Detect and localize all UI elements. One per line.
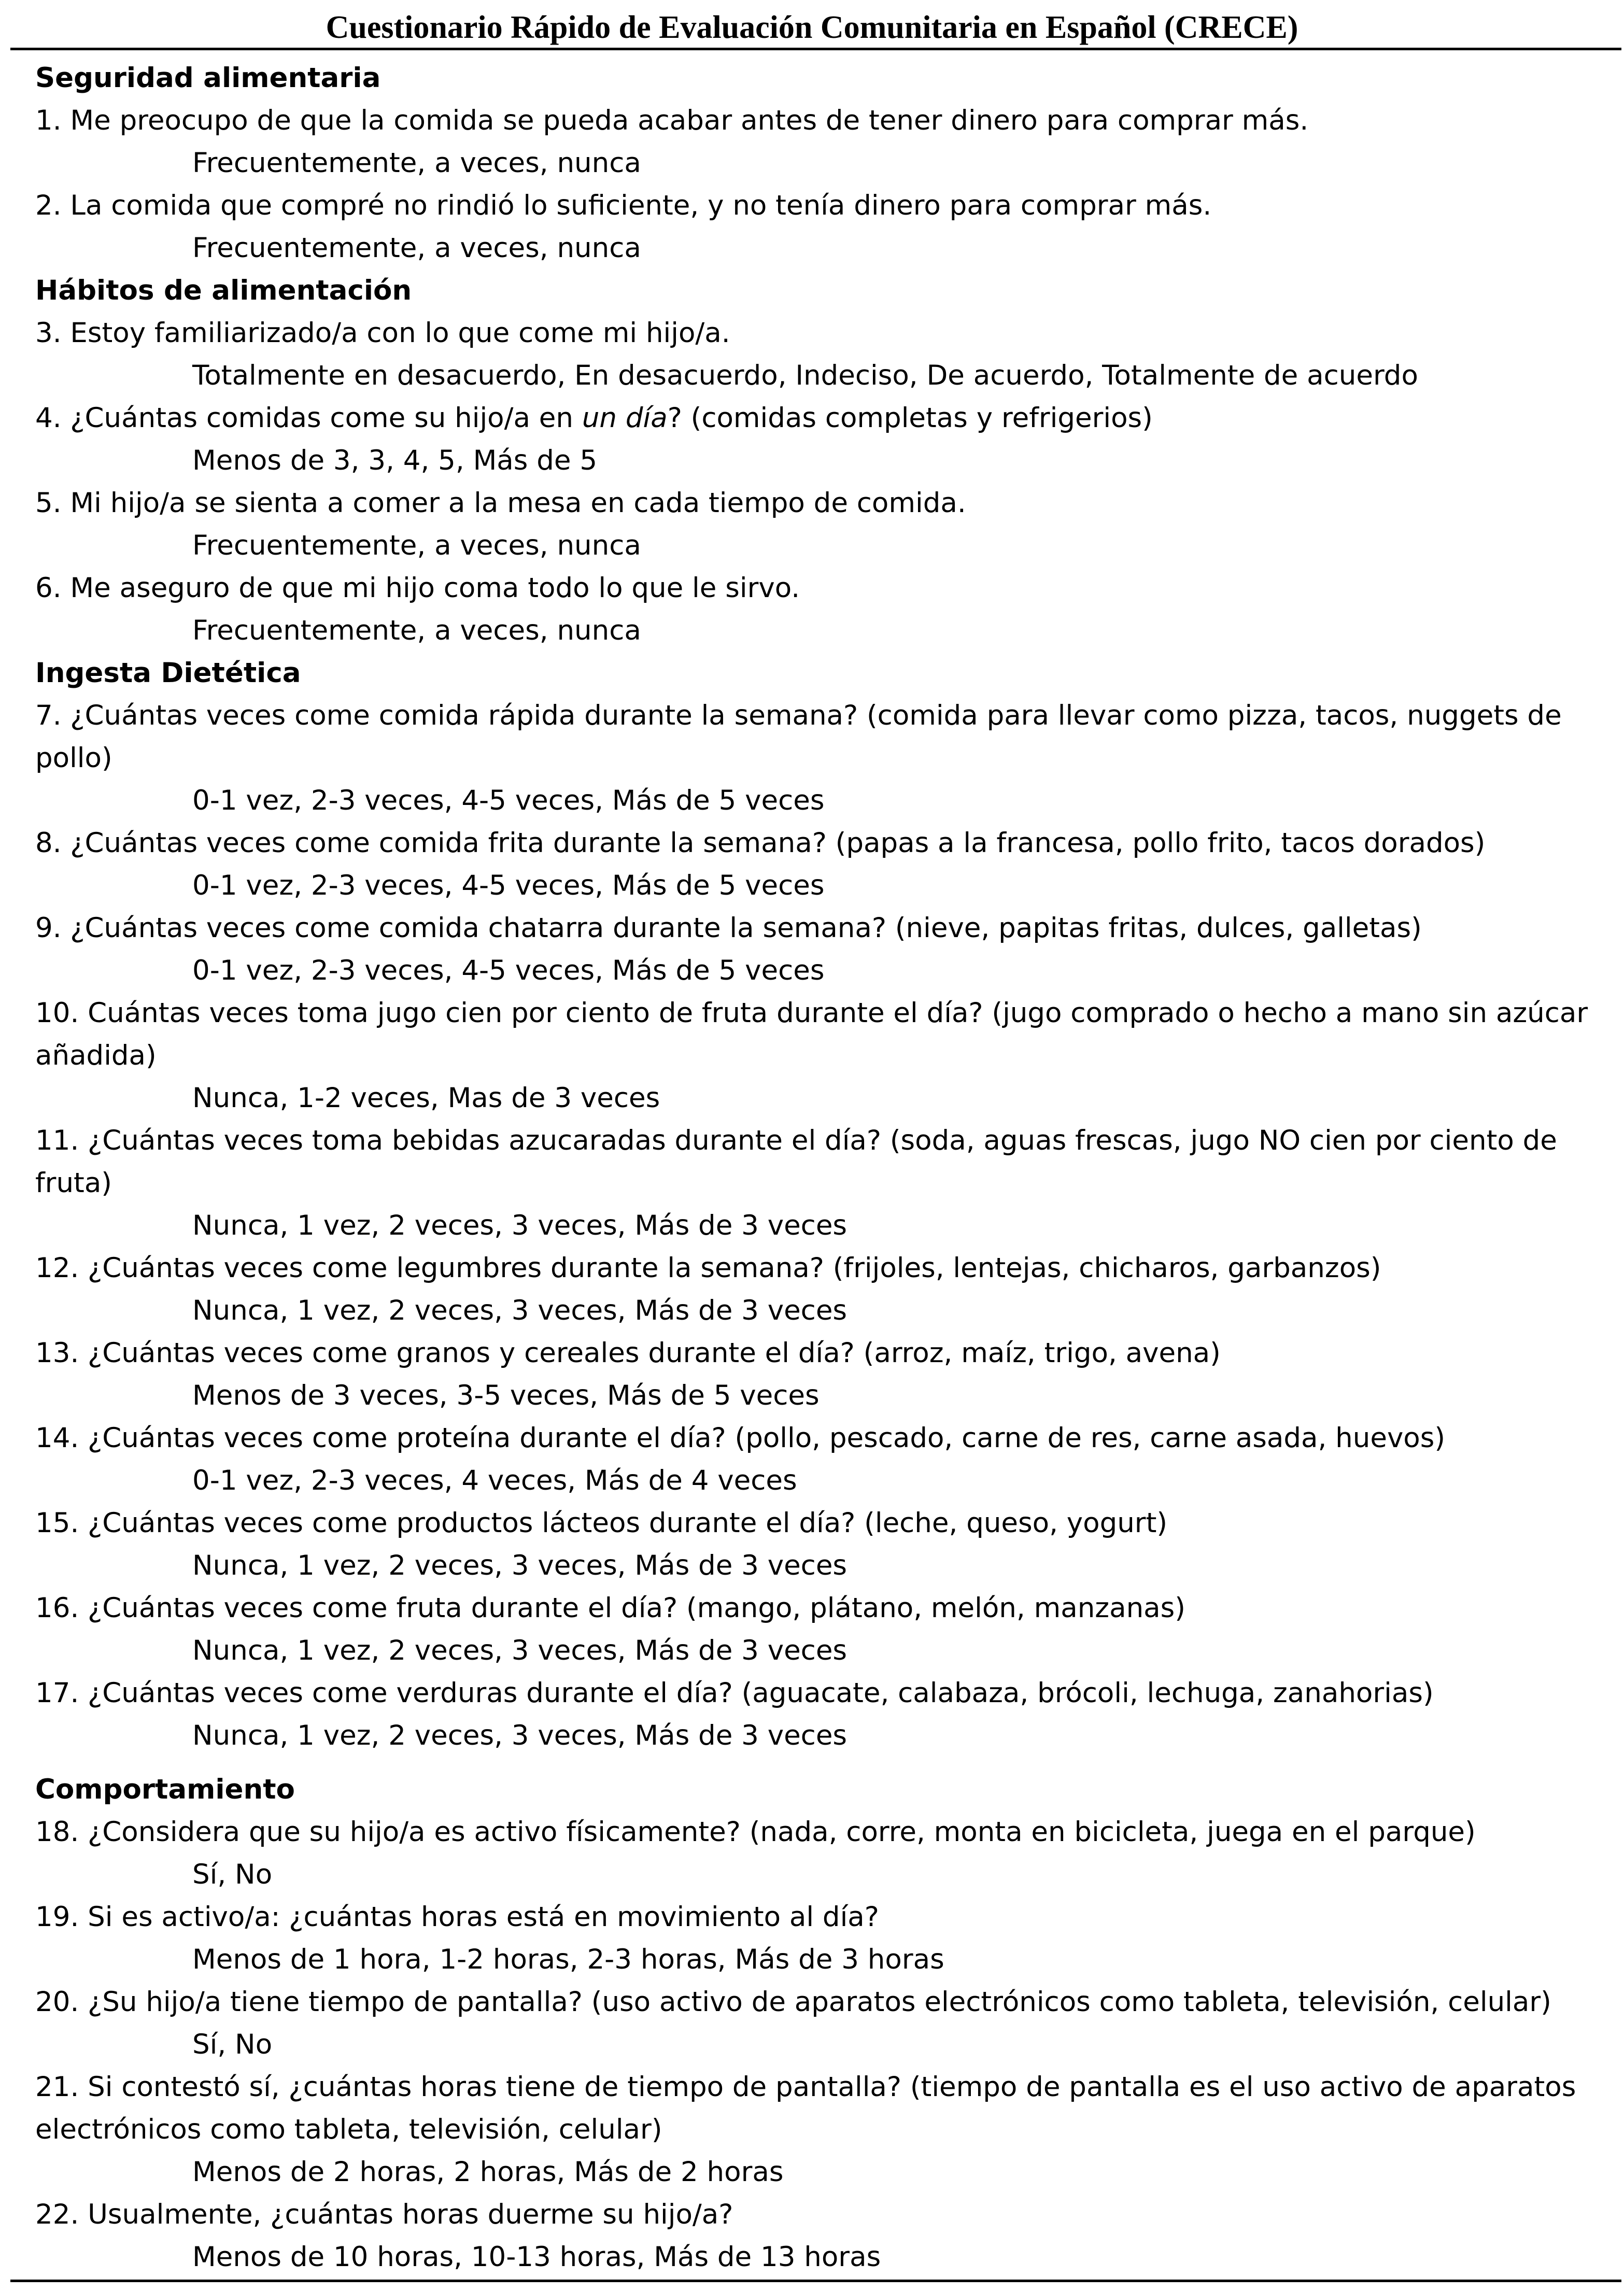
question-9-options: 0-1 vez, 2-3 veces, 4-5 veces, Más de 5 veces <box>192 955 825 986</box>
question-4-text-before: 4. ¿Cuántas comidas come su hijo/a en <box>35 402 582 434</box>
question-5-options: Frecuentemente, a veces, nunca <box>192 530 641 561</box>
question-16-options: Nunca, 1 vez, 2 veces, 3 veces, Más de 3 veces <box>192 1635 848 1666</box>
bottom-rule <box>10 2280 1621 2282</box>
questionnaire-body <box>35 57 1601 2279</box>
question-7: 7. ¿Cuántas veces come comida rápida durante la semana? (comida para llevar como pizza, tacos, nuggets de pollo) <box>35 700 1562 774</box>
question-18-options: Sí, No <box>192 1859 273 1890</box>
section-heading-eating-habits: Hábitos de alimentación <box>35 275 412 306</box>
section-heading-behavior: Comportamiento <box>35 1774 295 1805</box>
document-title: Cuestionario Rápido de Evaluación Comunitaria en Español (CRECE) <box>326 10 1298 45</box>
question-1-options: Frecuentemente, a veces, nunca <box>192 147 641 179</box>
question-6-options: Frecuentemente, a veces, nunca <box>192 615 641 646</box>
question-15-options: Nunca, 1 vez, 2 veces, 3 veces, Más de 3 veces <box>192 1550 848 1581</box>
question-17: 17. ¿Cuántas veces come verduras durante el día? (aguacate, calabaza, brócoli, lechuga, zanahorias) <box>35 1677 1434 1709</box>
question-8-options: 0-1 vez, 2-3 veces, 4-5 veces, Más de 5 veces <box>192 870 825 901</box>
question-12: 12. ¿Cuántas veces come legumbres durante la semana? (frijoles, lentejas, chicharos, garbanzos) <box>35 1252 1381 1284</box>
question-16: 16. ¿Cuántas veces come fruta durante el día? (mango, plátano, melón, manzanas) <box>35 1592 1185 1624</box>
question-13: 13. ¿Cuántas veces come granos y cereales durante el día? (arroz, maíz, trigo, avena) <box>35 1337 1221 1369</box>
question-20: 20. ¿Su hijo/a tiene tiempo de pantalla? (uso activo de aparatos electrónicos como tableta, televisión, celular) <box>35 1986 1551 2018</box>
question-11-options: Nunca, 1 vez, 2 veces, 3 veces, Más de 3 veces <box>192 1210 848 1241</box>
top-rule <box>10 48 1621 50</box>
question-11: 11. ¿Cuántas veces toma bebidas azucaradas durante el día? (soda, aguas frescas, jugo NO cien por ciento de fruta) <box>35 1125 1557 1199</box>
question-10-options: Nunca, 1-2 veces, Mas de 3 veces <box>192 1082 660 1114</box>
question-5: 5. Mi hijo/a se sienta a comer a la mesa en cada tiempo de comida. <box>35 487 966 519</box>
question-21-options: Menos de 2 horas, 2 horas, Más de 2 horas <box>192 2156 784 2188</box>
question-22: 22. Usualmente, ¿cuántas horas duerme su hijo/a? <box>35 2199 733 2230</box>
question-10: 10. Cuántas veces toma jugo cien por ciento de fruta durante el día? (jugo comprado o hecho a mano sin azúcar añadida) <box>35 997 1588 1071</box>
question-3-options: Totalmente en desacuerdo, En desacuerdo, Indeciso, De acuerdo, Totalmente de acuerdo <box>192 360 1418 391</box>
question-8: 8. ¿Cuántas veces come comida frita durante la semana? (papas a la francesa, pollo frito, tacos dorados) <box>35 827 1486 859</box>
question-20-options: Sí, No <box>192 2029 273 2060</box>
question-18: 18. ¿Considera que su hijo/a es activo físicamente? (nada, corre, monta en bicicleta, juega en el parque) <box>35 1816 1476 1848</box>
question-1: 1. Me preocupo de que la comida se pueda acabar antes de tener dinero para comprar más. <box>35 105 1309 136</box>
question-12-options: Nunca, 1 vez, 2 veces, 3 veces, Más de 3 veces <box>192 1295 848 1326</box>
question-22-options: Menos de 10 horas, 10-13 horas, Más de 13 horas <box>192 2241 881 2273</box>
question-7-options: 0-1 vez, 2-3 veces, 4-5 veces, Más de 5 veces <box>192 785 825 816</box>
question-4-emphasis: un día <box>582 402 668 434</box>
question-15: 15. ¿Cuántas veces come productos lácteos durante el día? (leche, queso, yogurt) <box>35 1507 1168 1539</box>
section-spacer <box>35 1757 1601 1768</box>
question-14-options: 0-1 vez, 2-3 veces, 4 veces, Más de 4 veces <box>192 1465 797 1496</box>
question-17-options: Nunca, 1 vez, 2 veces, 3 veces, Más de 3 veces <box>192 1720 848 1751</box>
question-3: 3. Estoy familiarizado/a con lo que come mi hijo/a. <box>35 317 730 349</box>
question-14: 14. ¿Cuántas veces come proteína durante el día? (pollo, pescado, carne de res, carne asada, huevos) <box>35 1422 1446 1454</box>
question-2-options: Frecuentemente, a veces, nunca <box>192 232 641 264</box>
question-19: 19. Si es activo/a: ¿cuántas horas está en movimiento al día? <box>35 1901 879 1933</box>
question-4-text-after: ? (comidas completas y refrigerios) <box>667 402 1153 434</box>
question-4-options: Menos de 3, 3, 4, 5, Más de 5 <box>192 445 598 476</box>
question-19-options: Menos de 1 hora, 1-2 horas, 2-3 horas, Más de 3 horas <box>192 1944 944 1975</box>
section-heading-dietary-intake: Ingesta Dietética <box>35 657 301 689</box>
question-2: 2. La comida que compré no rindió lo suficiente, y no tenía dinero para comprar más. <box>35 190 1212 221</box>
question-9: 9. ¿Cuántas veces come comida chatarra durante la semana? (nieve, papitas fritas, dulces, galletas) <box>35 912 1422 944</box>
question-21: 21. Si contestó sí, ¿cuántas horas tiene de tiempo de pantalla? (tiempo de pantalla es el uso activo de aparatos electrónicos como tableta, televisión, celular) <box>35 2071 1576 2145</box>
question-4 <box>35 397 1601 440</box>
question-13-options: Menos de 3 veces, 3-5 veces, Más de 5 veces <box>192 1380 820 1411</box>
section-heading-food-security: Seguridad alimentaria <box>35 62 381 94</box>
question-6: 6. Me aseguro de que mi hijo coma todo lo que le sirvo. <box>35 572 800 604</box>
